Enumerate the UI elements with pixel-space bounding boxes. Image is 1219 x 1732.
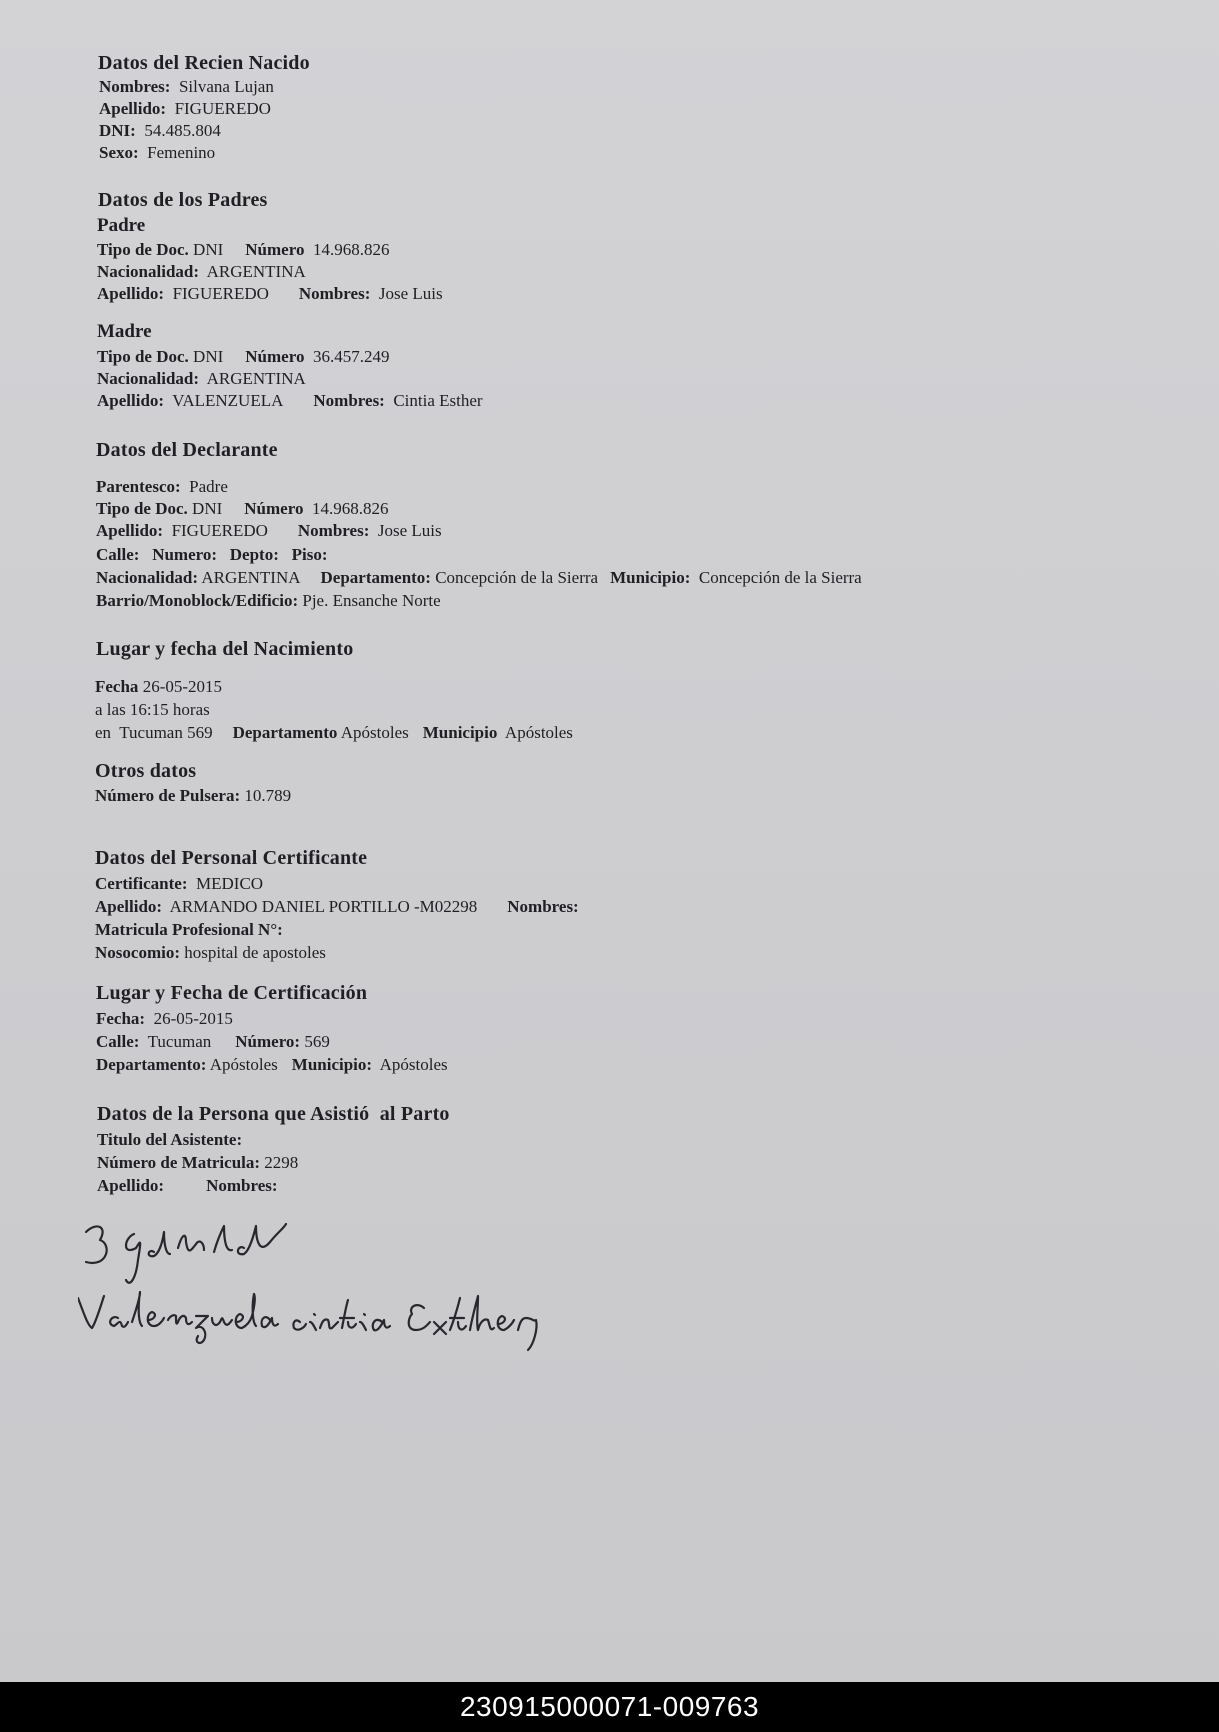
value: 2298 <box>264 1153 299 1172</box>
label: Nombres: <box>298 284 371 303</box>
declarante-documento <box>96 499 388 519</box>
certificacion-departamento <box>96 1055 448 1075</box>
label: Nacionalidad: <box>96 568 199 587</box>
madre-nombre <box>97 391 483 411</box>
handwritten-signature <box>78 1218 548 1353</box>
label: Tipo de Doc. <box>97 347 189 366</box>
value: 26-05-2015 <box>153 1009 233 1028</box>
value: ARGENTINA <box>206 369 306 388</box>
label: Sexo: <box>99 143 139 162</box>
label: Departamento <box>232 723 338 742</box>
value: 36.457.249 <box>312 347 390 366</box>
label: Departamento: <box>96 1055 207 1074</box>
value: Tucuman 569 <box>119 723 213 742</box>
value: MEDICO <box>196 874 264 893</box>
label: Nombres: <box>206 1176 278 1195</box>
madre-documento <box>97 347 389 367</box>
value: DNI <box>193 347 224 366</box>
value: FIGUEREDO <box>171 521 268 540</box>
label: Fecha: <box>96 1009 146 1028</box>
section-title-padres: Datos de los Padres <box>98 189 268 211</box>
value: ARGENTINA <box>201 568 301 587</box>
declarante-nacionalidad <box>96 568 862 588</box>
label: Nombres: <box>297 521 370 540</box>
label: Piso: <box>291 545 328 564</box>
section-title-certificante: Datos del Personal Certificante <box>95 847 368 869</box>
label: Calle: <box>96 1032 140 1051</box>
value: Jose Luis <box>377 521 442 540</box>
section-title-recien-nacido: Datos del Recien Nacido <box>98 52 310 74</box>
label: Numero: <box>152 545 218 564</box>
label: Nacionalidad: <box>97 369 200 388</box>
value: Apóstoles <box>340 723 409 742</box>
value: Concepción de la Sierra <box>435 568 599 587</box>
label: en <box>95 723 112 742</box>
otros-pulsera <box>95 786 291 806</box>
value: 14.968.826 <box>312 240 390 259</box>
declarante-parentesco <box>96 477 228 497</box>
label: Apellido: <box>96 521 164 540</box>
certificante-tipo <box>95 874 263 894</box>
certificante-nosocomio <box>95 943 326 963</box>
label: Parentesco: <box>96 477 181 496</box>
label: Apellido: <box>99 99 167 118</box>
label: Matricula Profesional N°: <box>95 920 283 939</box>
certificacion-calle <box>96 1032 330 1052</box>
label: Calle: <box>96 545 140 564</box>
value: Apóstoles <box>379 1055 448 1074</box>
certificante-nombre <box>95 897 579 917</box>
nacimiento-fecha <box>95 677 222 697</box>
value: 26-05-2015 <box>142 677 223 696</box>
padre-title: Padre <box>97 215 146 236</box>
padre-documento <box>97 240 389 260</box>
value: Padre <box>189 477 228 496</box>
section-title-nacimiento: Lugar y fecha del Nacimiento <box>96 638 354 660</box>
recien-nacido-apellido <box>99 99 271 119</box>
label: Depto: <box>229 545 279 564</box>
value: Tucuman <box>147 1032 212 1051</box>
label: Municipio <box>422 723 498 742</box>
label: Número de Matricula: <box>97 1153 261 1172</box>
value: 14.968.826 <box>311 499 389 518</box>
value: ARMANDO DANIEL PORTILLO -M02298 <box>169 897 478 916</box>
madre-nacionalidad <box>97 369 306 389</box>
declarante-barrio <box>96 591 441 611</box>
section-title-certificacion: Lugar y Fecha de Certificación <box>96 982 368 1004</box>
label: Número <box>244 499 304 518</box>
value: Silvana Lujan <box>178 77 274 96</box>
value: 54.485.804 <box>144 121 221 140</box>
label: Departamento: <box>320 568 431 587</box>
padre-nombre <box>97 284 443 304</box>
label: Número <box>245 347 305 366</box>
label: Número: <box>235 1032 301 1051</box>
label: Municipio: <box>610 568 691 587</box>
label: Nacionalidad: <box>97 262 200 281</box>
label: Apellido: <box>97 391 165 410</box>
label: Nosocomio: <box>95 943 180 962</box>
label: Barrio/Monoblock/Edificio: <box>96 591 299 610</box>
value: FIGUEREDO <box>174 99 271 118</box>
label: Apellido: <box>97 1176 165 1195</box>
value: 10.789 <box>244 786 292 805</box>
padre-nacionalidad <box>97 262 306 282</box>
label: Nombres: <box>507 897 579 916</box>
asistente-matricula <box>97 1153 298 1173</box>
section-title-declarante: Datos del Declarante <box>96 439 278 461</box>
label: Número <box>245 240 305 259</box>
value: Pje. Ensanche Norte <box>302 591 441 610</box>
recien-nacido-sexo <box>99 143 215 163</box>
label: Municipio: <box>291 1055 373 1074</box>
certificacion-fecha <box>96 1009 233 1029</box>
value: hospital de apostoles <box>184 943 326 962</box>
value: Apóstoles <box>504 723 573 742</box>
declarante-nombre <box>96 521 442 541</box>
label: Certificante: <box>95 874 188 893</box>
value: DNI <box>193 240 224 259</box>
value: Concepción de la Sierra <box>698 568 862 587</box>
nacimiento-hora: a las 16:15 horas <box>95 700 210 719</box>
value: 569 <box>304 1032 330 1051</box>
label: Apellido: <box>95 897 163 916</box>
recien-nacido-nombres <box>99 77 274 97</box>
asistente-nombre <box>97 1176 278 1196</box>
label: Fecha <box>95 677 139 696</box>
value: ARGENTINA <box>206 262 306 281</box>
declarante-domicilio <box>96 545 328 565</box>
nacimiento-lugar <box>95 723 573 743</box>
certificante-matricula <box>95 920 283 940</box>
value: FIGUEREDO <box>172 284 269 303</box>
label: Tipo de Doc. <box>97 240 189 259</box>
label: Nombres: <box>313 391 385 410</box>
recien-nacido-dni <box>99 121 221 141</box>
label: Titulo del Asistente: <box>97 1130 243 1149</box>
madre-title: Madre <box>97 321 152 342</box>
label: Apellido: <box>97 284 165 303</box>
label: DNI: <box>99 121 136 140</box>
value: Apóstoles <box>209 1055 278 1074</box>
value: Cintia Esther <box>393 391 483 410</box>
value: DNI <box>192 499 223 518</box>
section-title-asistente: Datos de la Persona que Asistió al Parto <box>97 1103 450 1125</box>
label: Tipo de Doc. <box>96 499 188 518</box>
value: VALENZUELA <box>172 391 284 410</box>
label: Nombres: <box>99 77 171 96</box>
value: Femenino <box>147 143 216 162</box>
document-code-bar: 230915000071-009763 <box>0 1682 1219 1732</box>
asistente-titulo <box>97 1130 242 1150</box>
label: Número de Pulsera: <box>95 786 241 805</box>
section-title-otros: Otros datos <box>95 760 197 782</box>
value: Jose Luis <box>378 284 443 303</box>
